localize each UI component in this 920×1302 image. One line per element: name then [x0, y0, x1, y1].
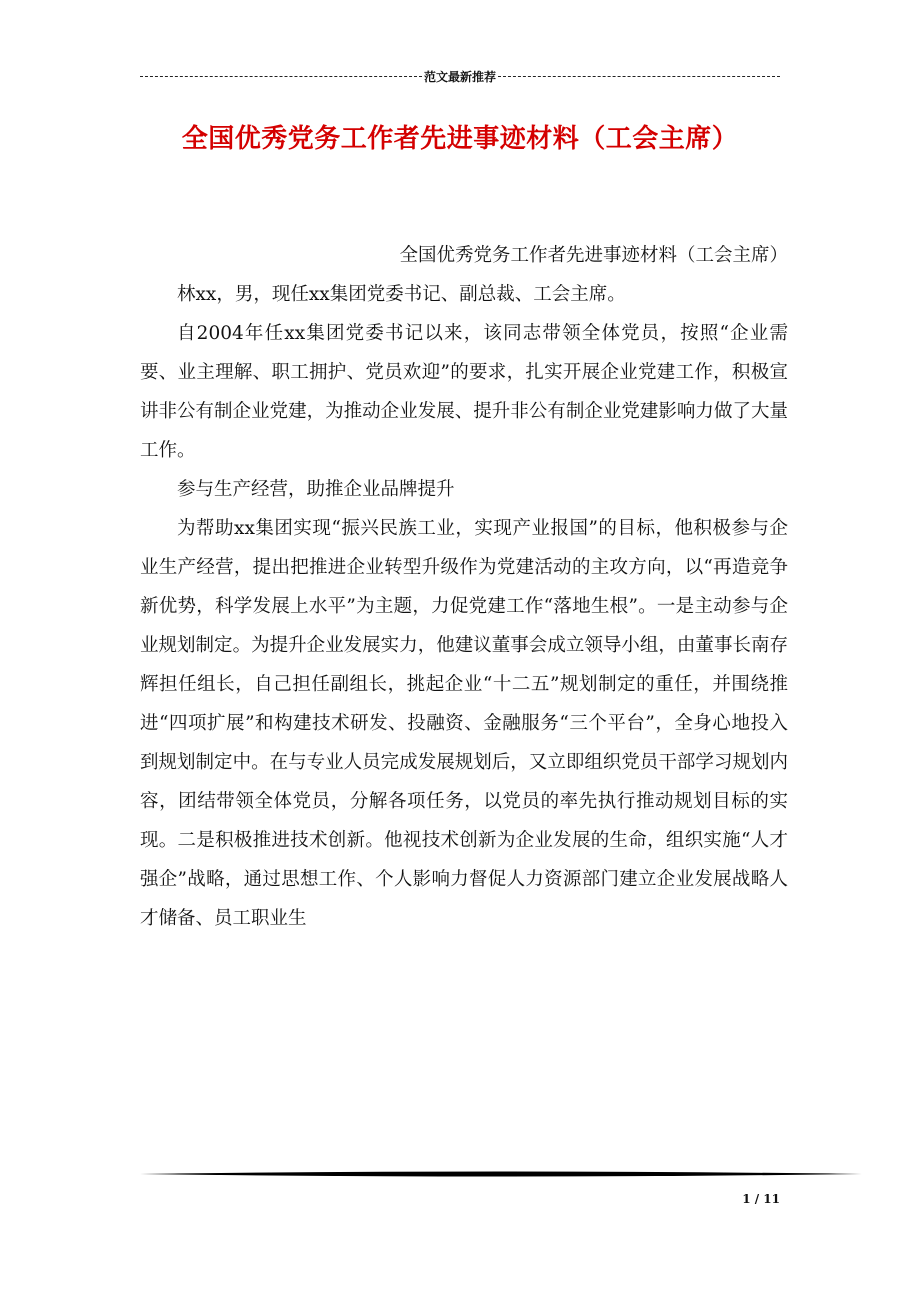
page-header — [140, 66, 780, 86]
document-body — [140, 236, 788, 938]
document-title: 全国优秀党务工作者先进事迹材料（工会主席） — [181, 124, 739, 154]
paragraph-overview: 自2004年任xx集团党委书记以来，该同志带领全体党员，按照“企业需要、业主理解、职工拥护、党员欢迎”的要求，扎实开展企业党建工作，积极宣讲非公有制企业党建，为推动企业发展、提升非公有制企业党建影响力做了大量工作。 — [140, 323, 788, 461]
header-dash-left — [140, 76, 422, 77]
paragraph-details: 为帮助xx集团实现“振兴民族工业，实现产业报国”的目标，他积极参与企业生产经营，提出把推进企业转型升级作为党建活动的主攻方向，以“再造竞争新优势，科学发展上水平”为主题，力促党建工作“落地生根”。一是主动参与企业规划制定。为提升企业发展实力，他建议董事会成立领导小组，由董事长南存辉担任组长，自己担任副组长，挑起企业“十二五”规划制定的重任，并围绕推进“四项扩展”和构建技术研发、投融资、金融服务“三个平台”，全身心地投入到规划制定中。在与专业人员完成发展规划后，又立即组织党员干部学习规划内容，团结带领全体党员，分解各项任务，以党员的率先执行推动规划目标的实现。二是积极推进技术创新。他视技术创新为企业发展的生命，组织实施“人才强企”战略，通过思想工作、个人影响力督促人力资源部门建立企业发展战略人才储备、员工职业生 — [140, 518, 788, 929]
section-heading: 参与生产经营，助推企业品牌提升 — [177, 479, 455, 500]
paragraph-intro: 林xx，男，现任xx集团党委书记、副总裁、工会主席。 — [177, 284, 626, 305]
page-number: 1 / 11 — [742, 1192, 780, 1206]
footer-rule — [140, 1170, 862, 1178]
document-subtitle: 全国优秀党务工作者先进事迹材料（工会主席） — [399, 245, 788, 266]
header-dash-right — [498, 76, 780, 77]
header-label: 范文最新推荐 — [424, 69, 497, 84]
